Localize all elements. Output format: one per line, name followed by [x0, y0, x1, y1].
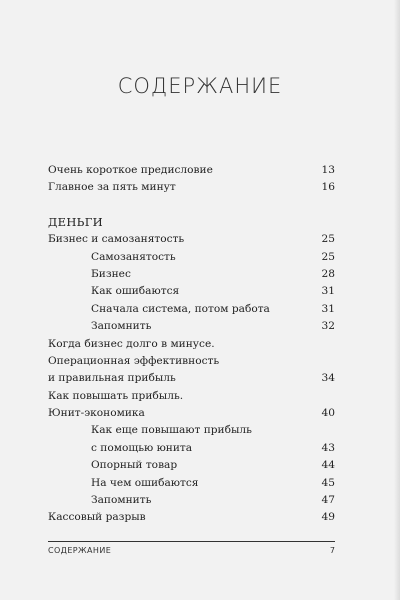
toc-entry-page: 47 — [321, 494, 335, 507]
toc-entry — [48, 370, 335, 387]
toc-entry-page: 25 — [321, 250, 335, 263]
toc-entry-text: и правильная прибыль — [48, 372, 176, 385]
toc-entry — [48, 388, 335, 405]
toc-entry-page: 25 — [321, 233, 335, 246]
toc-entry-page: 40 — [321, 407, 335, 420]
toc-entry — [48, 353, 335, 370]
toc-entry-text: Самозанятость — [91, 250, 176, 263]
toc-subentry — [48, 266, 335, 283]
toc-entry-page: 16 — [321, 181, 335, 194]
toc-entry — [48, 231, 335, 248]
toc-entry-text: Сначала система, потом работа — [91, 302, 270, 315]
toc-entry-text: Как еще повышают прибыль — [91, 424, 252, 437]
toc-entry-text: Кассовый разрыв — [48, 511, 146, 524]
toc-subentry — [48, 318, 335, 335]
toc-entry — [48, 162, 335, 179]
toc-subentry — [48, 475, 335, 492]
toc-entry-text: Когда бизнес долго в минусе. — [48, 337, 215, 350]
toc-subentry — [48, 440, 335, 457]
running-footer-title: СОДЕРЖАНИЕ — [48, 546, 112, 555]
toc-entry-page: 28 — [321, 267, 335, 280]
toc-entry-text: Очень короткое предисловие — [48, 164, 213, 176]
toc-subentry — [48, 457, 335, 474]
toc-entry-text: На чем ошибаются — [91, 476, 199, 489]
toc-entry-text: Операционная эффективность — [48, 354, 220, 367]
table-of-contents — [48, 162, 335, 527]
toc-entry — [48, 405, 335, 422]
toc-entry-text: Юнит-экономика — [48, 407, 145, 420]
page-number: 7 — [329, 546, 335, 555]
toc-entry-text: Как повышать прибыль. — [48, 389, 184, 402]
toc-entry — [48, 336, 335, 353]
toc-entry-text: Главное за пять минут — [48, 181, 176, 194]
toc-entry-text: Опорный товар — [91, 459, 178, 472]
toc-entry-page: 32 — [321, 320, 335, 333]
toc-entry-text: Запомнить — [91, 320, 152, 333]
toc-entry-page: 31 — [321, 285, 335, 298]
toc-entry — [48, 179, 335, 196]
toc-entry-page: 49 — [321, 511, 335, 524]
toc-entry-text: Бизнес и самозанятость — [48, 233, 185, 246]
toc-entry-page: 31 — [321, 302, 335, 315]
toc-subentry — [48, 422, 335, 439]
page-title: СОДЕРЖАНИЕ — [117, 74, 283, 98]
toc-entry — [48, 509, 335, 526]
toc-entry-text: Запомнить — [91, 494, 152, 507]
toc-entry-text: с помощью юнита — [91, 441, 193, 454]
toc-entry-page: 34 — [321, 372, 335, 385]
toc-entry-page: 45 — [321, 476, 335, 489]
toc-entry-text: Как ошибаются — [91, 285, 180, 298]
toc-entry-page: 43 — [321, 441, 335, 454]
footer-rule — [48, 541, 335, 542]
toc-subentry — [48, 249, 335, 266]
toc-subentry — [48, 301, 335, 318]
toc-entry-page: 44 — [321, 459, 335, 472]
toc-subentry — [48, 283, 335, 300]
toc-section-heading: ДЕНЬГИ — [48, 214, 103, 229]
toc-subentry — [48, 492, 335, 509]
toc-gap — [48, 197, 335, 214]
toc-entry-text: Бизнес — [91, 267, 131, 280]
toc-entry-page: 13 — [321, 164, 335, 176]
